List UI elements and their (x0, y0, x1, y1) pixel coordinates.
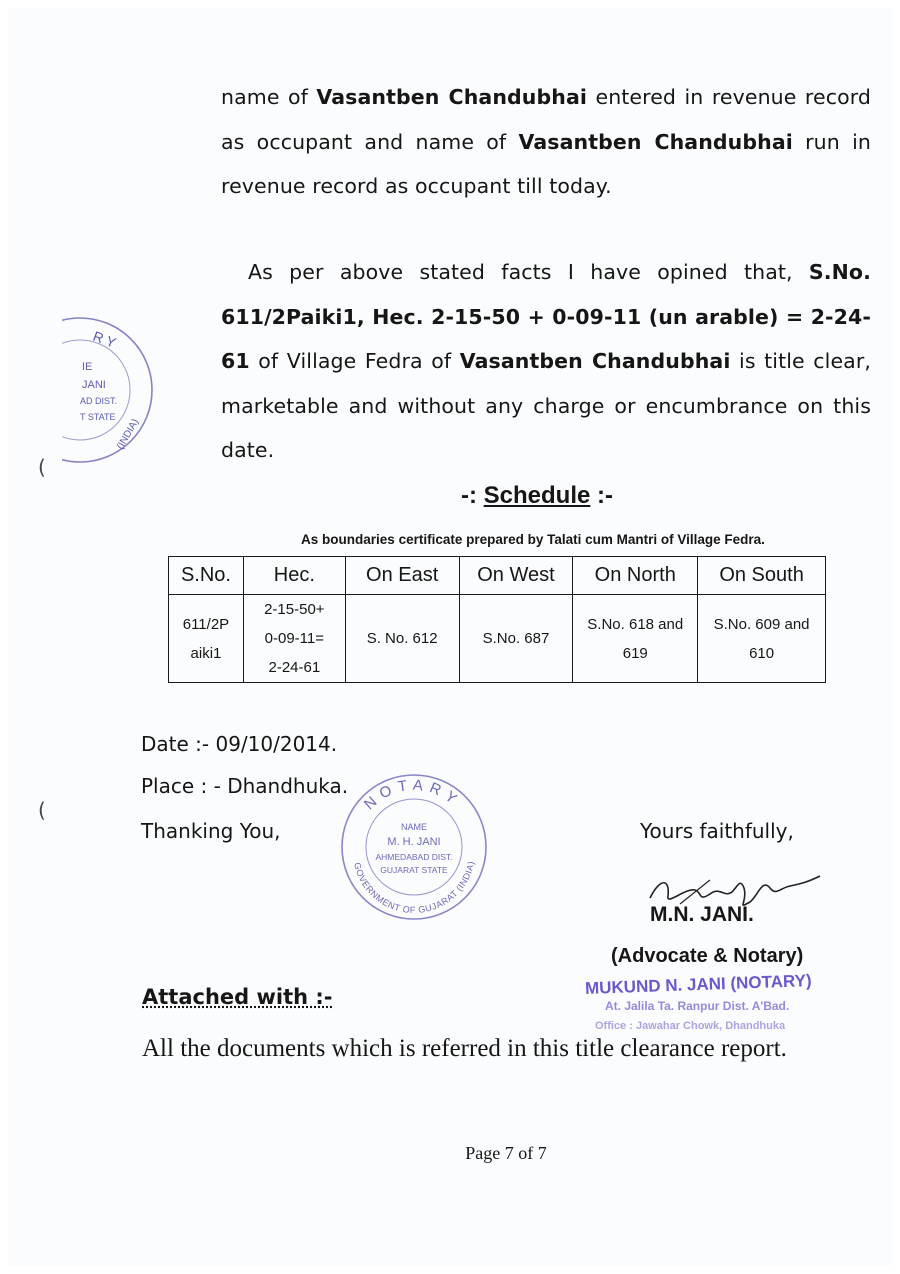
header-north: On North (573, 557, 698, 595)
svg-text:M. H. JANI: M. H. JANI (387, 836, 441, 848)
svg-text:(INDIA): (INDIA) (115, 417, 142, 452)
table-row (169, 595, 826, 683)
header-sno: S.No. (169, 557, 244, 595)
thanks-line: Thanking You, (141, 819, 281, 843)
cell-hec: 2-15-50+ 0-09-11= 2-24-61 (243, 595, 345, 683)
punch-mark: ( (38, 455, 46, 479)
schedule-caption: As boundaries certificate prepared by Talati cum Mantri of Village Fedra. (301, 532, 765, 547)
cell-south: S.No. 609 and 610 (698, 595, 826, 683)
stamp-line-name: MUKUND N. JANI (NOTARY) (584, 971, 812, 998)
svg-text:GUJARAT STATE: GUJARAT STATE (380, 865, 448, 875)
documents-line: All the documents which is referred in this title clearance report. (142, 1035, 787, 1062)
cell-north: S.No. 618 and 619 (573, 595, 698, 683)
svg-text:NOTARY: NOTARY (360, 776, 465, 814)
svg-text:NAME: NAME (400, 822, 428, 832)
svg-text:AD DIST.: AD DIST. (80, 396, 118, 406)
header-south: On South (698, 557, 826, 595)
left-seal-stamp (62, 310, 157, 474)
header-east: On East (345, 557, 459, 595)
paragraph-occupant: name of Vasantben Chandubhai entered in revenue record as occupant and name of Vasantben Chandubhai run in revenue record as occupant till today. (221, 85, 871, 198)
table-header-row (169, 557, 826, 595)
svg-text:JANI: JANI (82, 379, 106, 391)
schedule-heading: -: Schedule :- (460, 482, 613, 509)
cell-west: S.No. 687 (459, 595, 573, 683)
header-west: On West (459, 557, 573, 595)
closing-line: Yours faithfully, (640, 819, 794, 843)
page-number: Page 7 of 7 (465, 1143, 547, 1163)
attached-heading: Attached with :- (142, 985, 333, 1009)
stamp-line-address: At. Jalila Ta. Ranpur Dist. A'Bad. (605, 999, 790, 1013)
svg-text:AHMEDABAD DIST.: AHMEDABAD DIST. (375, 852, 453, 862)
cell-east: S. No. 612 (345, 595, 459, 683)
svg-text:R Y: R Y (90, 327, 119, 351)
schedule-table (168, 556, 826, 683)
header-hec: Hec. (243, 557, 345, 595)
date-line: Date :- 09/10/2014. (141, 732, 338, 756)
place-line: Place : - Dhandhuka. (141, 774, 349, 798)
signer-title: (Advocate & Notary) (611, 945, 804, 967)
notary-seal-stamp (339, 772, 489, 926)
svg-text:GOVERNMENT OF GUJARAT (INDIA): GOVERNMENT OF GUJARAT (INDIA) (352, 860, 477, 916)
signer-name: M.N. JANI. (650, 903, 754, 926)
stamp-line-office: Office : Jawahar Chowk, Dhandhuka (595, 1020, 786, 1032)
paragraph-opinion: As per above stated facts I have opined that, S.No. 611/2Paiki1, Hec. 2-15-50 + 0-09-11 (un arable) = 2-24-61 of Village Fedra of Vasantben Chandubhai is title clear, marketable and without any charge or encumbrance on this date. (221, 260, 871, 462)
punch-mark: ( (38, 798, 46, 822)
svg-text:T STATE: T STATE (80, 412, 116, 422)
cell-sno: 611/2P aiki1 (169, 595, 244, 683)
svg-text:IE: IE (82, 361, 93, 373)
